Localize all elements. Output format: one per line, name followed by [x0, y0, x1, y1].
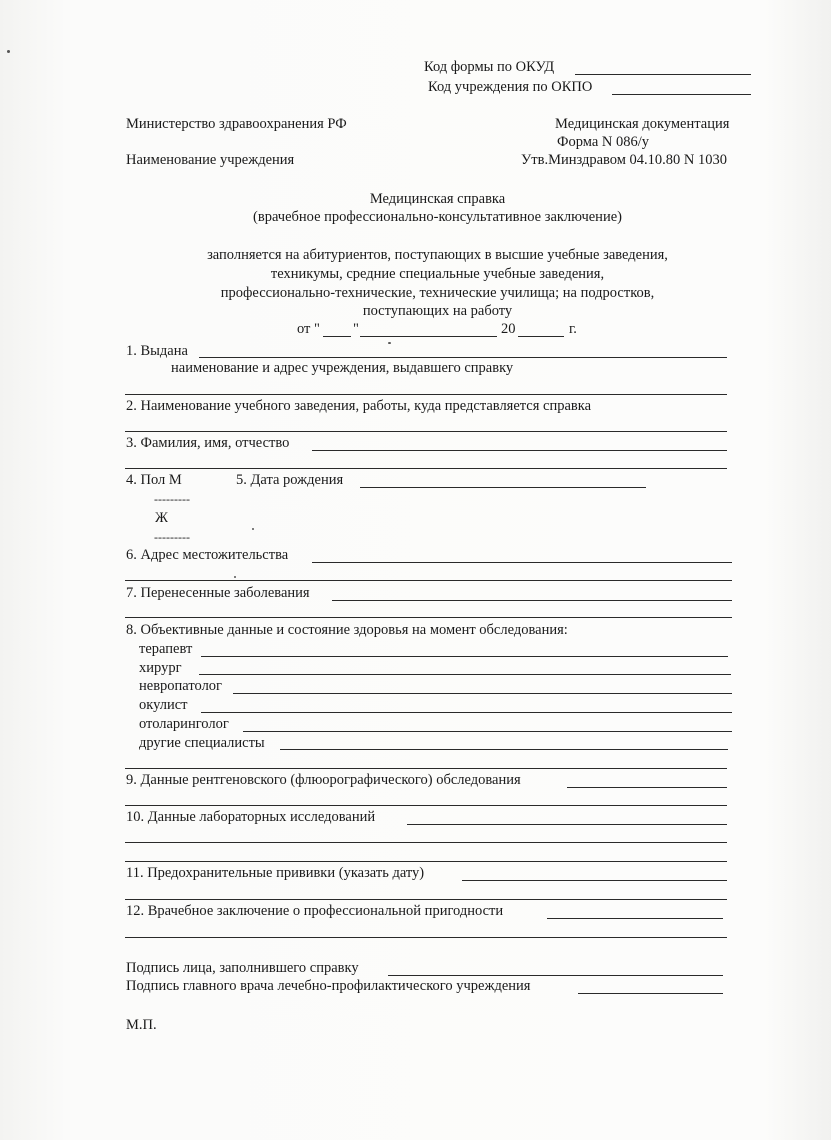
date-from-label: от " [297, 321, 320, 337]
objective-label: 8. Объективные данные и состояние здоровья на момент обследования: [126, 622, 568, 638]
date-quote: " [353, 321, 359, 337]
vaccines-field-line-2[interactable] [125, 899, 727, 900]
fio-field-line-2[interactable] [125, 468, 727, 469]
okud-field[interactable] [575, 74, 751, 75]
issued-field-line-2[interactable] [125, 394, 727, 395]
ministry-text: Министерство здравоохранения РФ [126, 116, 347, 132]
specialist-therapist-label: терапевт [139, 641, 193, 657]
diseases-field-line-2[interactable] [125, 617, 732, 618]
doc-type-text: Медицинская документация [555, 116, 730, 132]
address-field-line-2[interactable] [125, 580, 732, 581]
date-year-prefix: 20 [501, 321, 516, 337]
description-line-2: техникумы, средние специальные учебные заведения, [270, 266, 605, 282]
vaccines-label: 11. Предохранительные прививки (указать дату) [126, 865, 425, 881]
specialist-neurologist-label: невропатолог [139, 678, 222, 694]
date-day-field[interactable] [323, 336, 351, 337]
chief-signature-label: Подпись главного врача лечебно-профилактического учреждения [126, 978, 531, 994]
document-subtitle: (врачебное профессионально-консультативное заключение) [253, 209, 622, 225]
specialist-neurologist-field[interactable] [233, 693, 732, 694]
filler-signature-label: Подпись лица, заполнившего справку [126, 960, 359, 976]
date-g-label: г. [569, 321, 577, 337]
diseases-field[interactable] [332, 600, 732, 601]
sex-divider-bottom: --------- [154, 530, 190, 544]
chief-signature-field[interactable] [578, 993, 723, 994]
xray-field[interactable] [567, 787, 727, 788]
form-number-text: Форма N 086/у [557, 134, 649, 150]
scan-speck [234, 576, 236, 578]
birth-date-field[interactable] [360, 487, 646, 488]
scan-speck [388, 342, 391, 344]
approval-text: Утв.Минздравом 04.10.80 N 1030 [521, 152, 728, 168]
specialist-other-field-line-2[interactable] [125, 768, 727, 769]
address-label: 6. Адрес местожительства [126, 547, 289, 563]
stamp-place-label: М.П. [126, 1017, 157, 1033]
specialist-oculist-field[interactable] [201, 712, 732, 713]
school-label: 2. Наименование учебного заведения, работы, куда представляется справка [126, 398, 592, 414]
okpo-field[interactable] [612, 94, 751, 95]
okud-label: Код формы по ОКУД [424, 59, 555, 75]
scan-speck [7, 50, 10, 53]
okpo-label: Код учреждения по ОКПО [428, 79, 593, 95]
xray-field-line-2[interactable] [125, 805, 727, 806]
issued-label: 1. Выдана [126, 343, 188, 359]
fio-field[interactable] [312, 450, 727, 451]
xray-label: 9. Данные рентгеновского (флюорографического) обследования [126, 772, 521, 788]
date-month-field[interactable] [360, 336, 497, 337]
fio-label: 3. Фамилия, имя, отчество [126, 435, 290, 451]
specialist-ent-field[interactable] [243, 731, 732, 732]
scan-speck [252, 528, 254, 530]
specialist-oculist-label: окулист [139, 697, 188, 713]
sex-label: 4. Пол М [126, 472, 182, 488]
lab-label: 10. Данные лабораторных исследований [126, 809, 376, 825]
document-title: Медицинская справка [369, 191, 506, 207]
specialist-surgeon-field[interactable] [199, 674, 731, 675]
specialist-therapist-field[interactable] [201, 656, 728, 657]
school-field[interactable] [125, 431, 727, 432]
conclusion-field-line-2[interactable] [125, 937, 727, 938]
lab-field[interactable] [407, 824, 727, 825]
institution-name-label: Наименование учреждения [126, 152, 295, 168]
conclusion-field[interactable] [547, 918, 723, 919]
vaccines-field[interactable] [462, 880, 727, 881]
sex-divider-top: --------- [154, 492, 190, 506]
specialist-surgeon-label: хирург [139, 660, 182, 676]
diseases-label: 7. Перенесенные заболевания [126, 585, 310, 601]
specialist-other-label: другие специалисты [139, 735, 265, 751]
filler-signature-field[interactable] [388, 975, 723, 976]
sex-f-option[interactable]: Ж [155, 510, 168, 526]
birth-date-label: 5. Дата рождения [236, 472, 344, 488]
issued-field[interactable] [199, 357, 727, 358]
description-line-1: заполняется на абитуриентов, поступающих в высшие учебные заведения, [207, 247, 668, 263]
specialist-ent-label: отоларинголог [139, 716, 229, 732]
lab-field-line-3[interactable] [125, 861, 727, 862]
description-line-3: профессионально-технические, технические училища; на подростков, [220, 285, 655, 301]
issued-hint: наименование и адрес учреждения, выдавшего справку [171, 360, 514, 376]
lab-field-line-2[interactable] [125, 842, 727, 843]
description-line-4: поступающих на работу [362, 303, 513, 319]
address-field[interactable] [312, 562, 732, 563]
conclusion-label: 12. Врачебное заключение о профессиональной пригодности [126, 903, 504, 919]
specialist-other-field[interactable] [280, 749, 728, 750]
date-year-field[interactable] [518, 336, 564, 337]
